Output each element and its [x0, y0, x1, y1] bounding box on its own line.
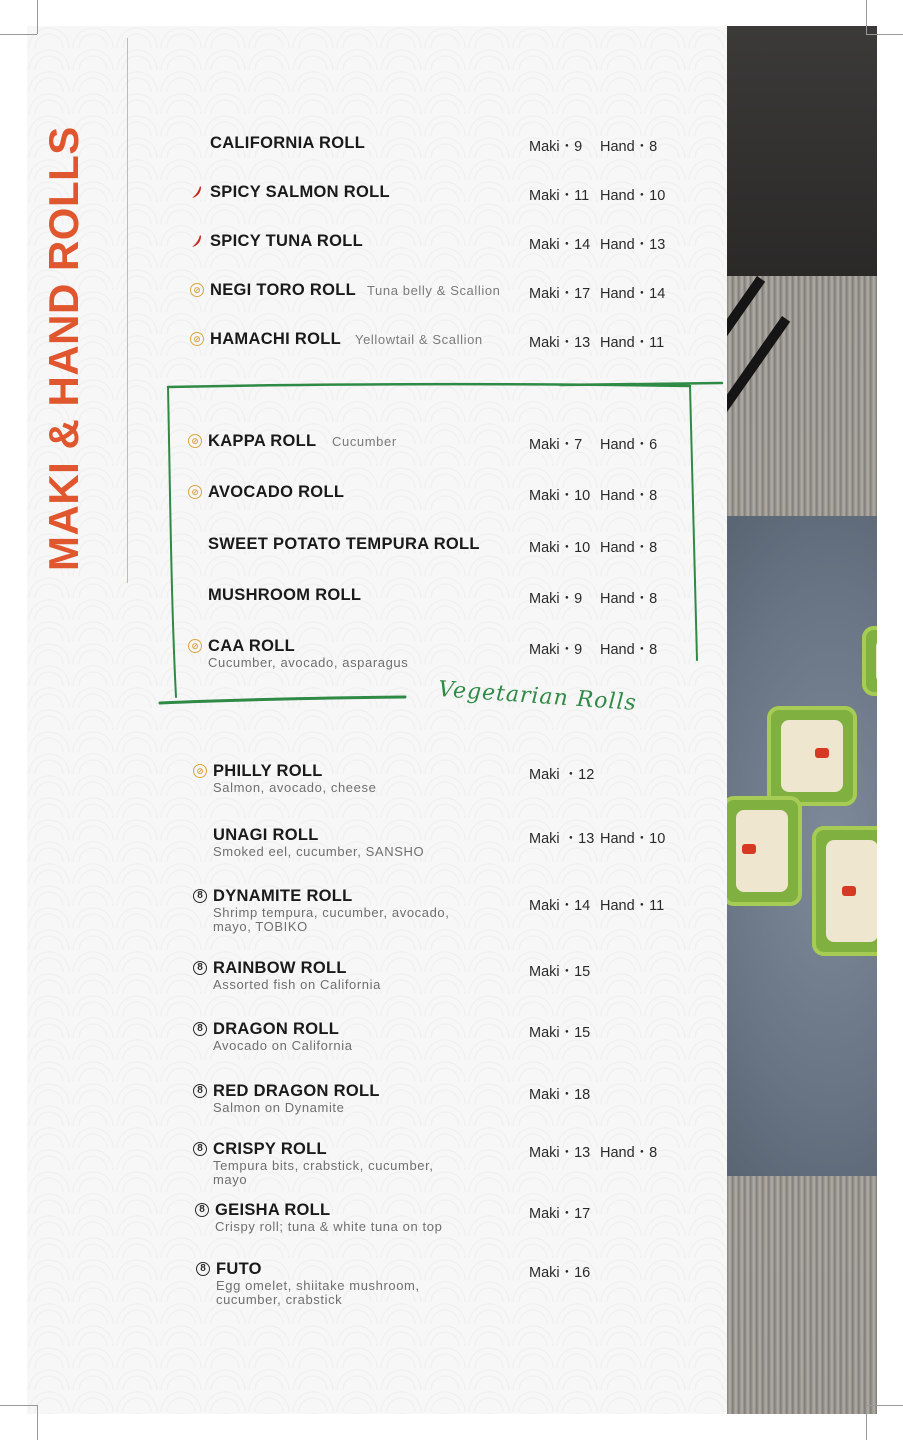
item-name: MUSHROOM ROLL [208, 586, 362, 604]
crop-mark [866, 34, 903, 35]
item-description: Tempura bits, crabstick, cucumber, mayo [213, 1158, 434, 1187]
item-name: DRAGON ROLL [213, 1020, 340, 1038]
maki-price: Maki・9 [529, 591, 583, 607]
maki-price: Maki・18 [529, 1087, 591, 1103]
chili-icon [191, 185, 205, 199]
item-description: Crispy roll; tuna & white tuna on top [215, 1219, 443, 1234]
item-name: RAINBOW ROLL [213, 959, 347, 977]
sushi-piece [862, 626, 877, 696]
item-name: NEGI TORO ROLL [210, 281, 356, 299]
hand-price: Hand・10 [600, 188, 666, 204]
item-name: FUTO [216, 1260, 262, 1278]
item-name: SPICY SALMON ROLL [210, 183, 390, 201]
hand-price: Hand・6 [600, 437, 658, 453]
sushi-piece [812, 826, 877, 956]
crop-mark [37, 1405, 38, 1440]
item-description: Smoked eel, cucumber, SANSHO [213, 844, 425, 859]
gluten-free-icon: ⊘ [188, 434, 202, 448]
item-name: CALIFORNIA ROLL [210, 134, 366, 152]
hand-price: Hand・8 [600, 488, 658, 504]
item-note: Yellowtail & Scallion [355, 332, 483, 347]
hand-price: Hand・14 [600, 286, 666, 302]
item-name: HAMACHI ROLL [210, 330, 341, 348]
crop-mark [37, 0, 38, 34]
gluten-free-icon: ⊘ [188, 639, 202, 653]
item-description: Avocado on California [213, 1038, 353, 1053]
crop-mark [866, 1405, 903, 1406]
crop-mark [0, 34, 37, 35]
vegetarian-label: Vegetarian Rolls [437, 677, 638, 716]
chili-icon [191, 234, 205, 248]
title-divider [127, 38, 128, 583]
gluten-free-icon: ⊘ [190, 283, 204, 297]
maki-price: Maki・17 [529, 286, 591, 302]
hand-price: Hand・10 [600, 831, 666, 847]
gluten-free-icon: ⊘ [190, 332, 204, 346]
item-description: Salmon, avocado, cheese [213, 780, 377, 795]
maki-price: Maki・15 [529, 1025, 591, 1041]
raw-icon: 8 [195, 1203, 209, 1217]
hand-price: Hand・11 [600, 335, 665, 351]
item-name: UNAGI ROLL [213, 826, 319, 844]
maki-price: Maki・9 [529, 139, 583, 155]
item-note: Tuna belly & Scallion [367, 283, 501, 298]
raw-icon: 8 [196, 1262, 210, 1276]
item-description: Salmon on Dynamite [213, 1100, 345, 1115]
item-name: CRISPY ROLL [213, 1140, 327, 1158]
maki-price: Maki・9 [529, 642, 583, 658]
maki-price: Maki・14 [529, 898, 591, 914]
maki-price: Maki・10 [529, 540, 591, 556]
maki-price: Maki・14 [529, 237, 591, 253]
raw-icon: 8 [193, 1084, 207, 1098]
raw-icon: 8 [193, 889, 207, 903]
gluten-free-icon: ⊘ [188, 485, 202, 499]
hand-price: Hand・11 [600, 898, 665, 914]
item-name: GEISHA ROLL [215, 1201, 331, 1219]
maki-price: Maki・7 [529, 437, 583, 453]
item-description: Cucumber, avocado, asparagus [208, 655, 409, 670]
hand-price: Hand・8 [600, 591, 658, 607]
maki-price: Maki ・12 [529, 767, 595, 783]
item-note: Cucumber [332, 434, 397, 449]
raw-icon: 8 [193, 1022, 207, 1036]
item-name: KAPPA ROLL [208, 432, 317, 450]
maki-price: Maki・11 [529, 188, 590, 204]
sushi-piece [767, 706, 857, 806]
item-name: SPICY TUNA ROLL [210, 232, 364, 250]
maki-price: Maki・16 [529, 1265, 591, 1281]
maki-price: Maki・13 [529, 1145, 591, 1161]
item-name: CAA ROLL [208, 637, 296, 655]
crop-mark [866, 0, 867, 34]
item-name: DYNAMITE ROLL [213, 887, 353, 905]
hand-price: Hand・8 [600, 540, 658, 556]
item-name: RED DRAGON ROLL [213, 1082, 380, 1100]
item-description: Assorted fish on California [213, 977, 381, 992]
raw-icon: 8 [193, 1142, 207, 1156]
hand-price: Hand・8 [600, 642, 658, 658]
crop-mark [0, 1405, 37, 1406]
maki-price: Maki ・13 [529, 831, 595, 847]
item-name: AVOCADO ROLL [208, 483, 345, 501]
sushi-piece [727, 796, 802, 906]
maki-price: Maki・13 [529, 335, 591, 351]
hand-price: Hand・8 [600, 139, 658, 155]
maki-price: Maki・17 [529, 1206, 591, 1222]
sushi-photo [727, 26, 877, 1414]
maki-price: Maki・10 [529, 488, 591, 504]
item-name: PHILLY ROLL [213, 762, 323, 780]
page-title: MAKI & HAND ROLLS [40, 126, 87, 571]
item-description: Shrimp tempura, cucumber, avocado, mayo, TOBIKO [213, 905, 450, 934]
item-name: SWEET POTATO TEMPURA ROLL [208, 535, 480, 553]
raw-icon: 8 [193, 961, 207, 975]
crop-mark [866, 1405, 867, 1440]
hand-price: Hand・13 [600, 237, 666, 253]
hand-price: Hand・8 [600, 1145, 658, 1161]
gluten-free-icon: ⊘ [193, 764, 207, 778]
item-description: Egg omelet, shiitake mushroom, cucumber, crabstick [216, 1278, 420, 1307]
maki-price: Maki・15 [529, 964, 591, 980]
